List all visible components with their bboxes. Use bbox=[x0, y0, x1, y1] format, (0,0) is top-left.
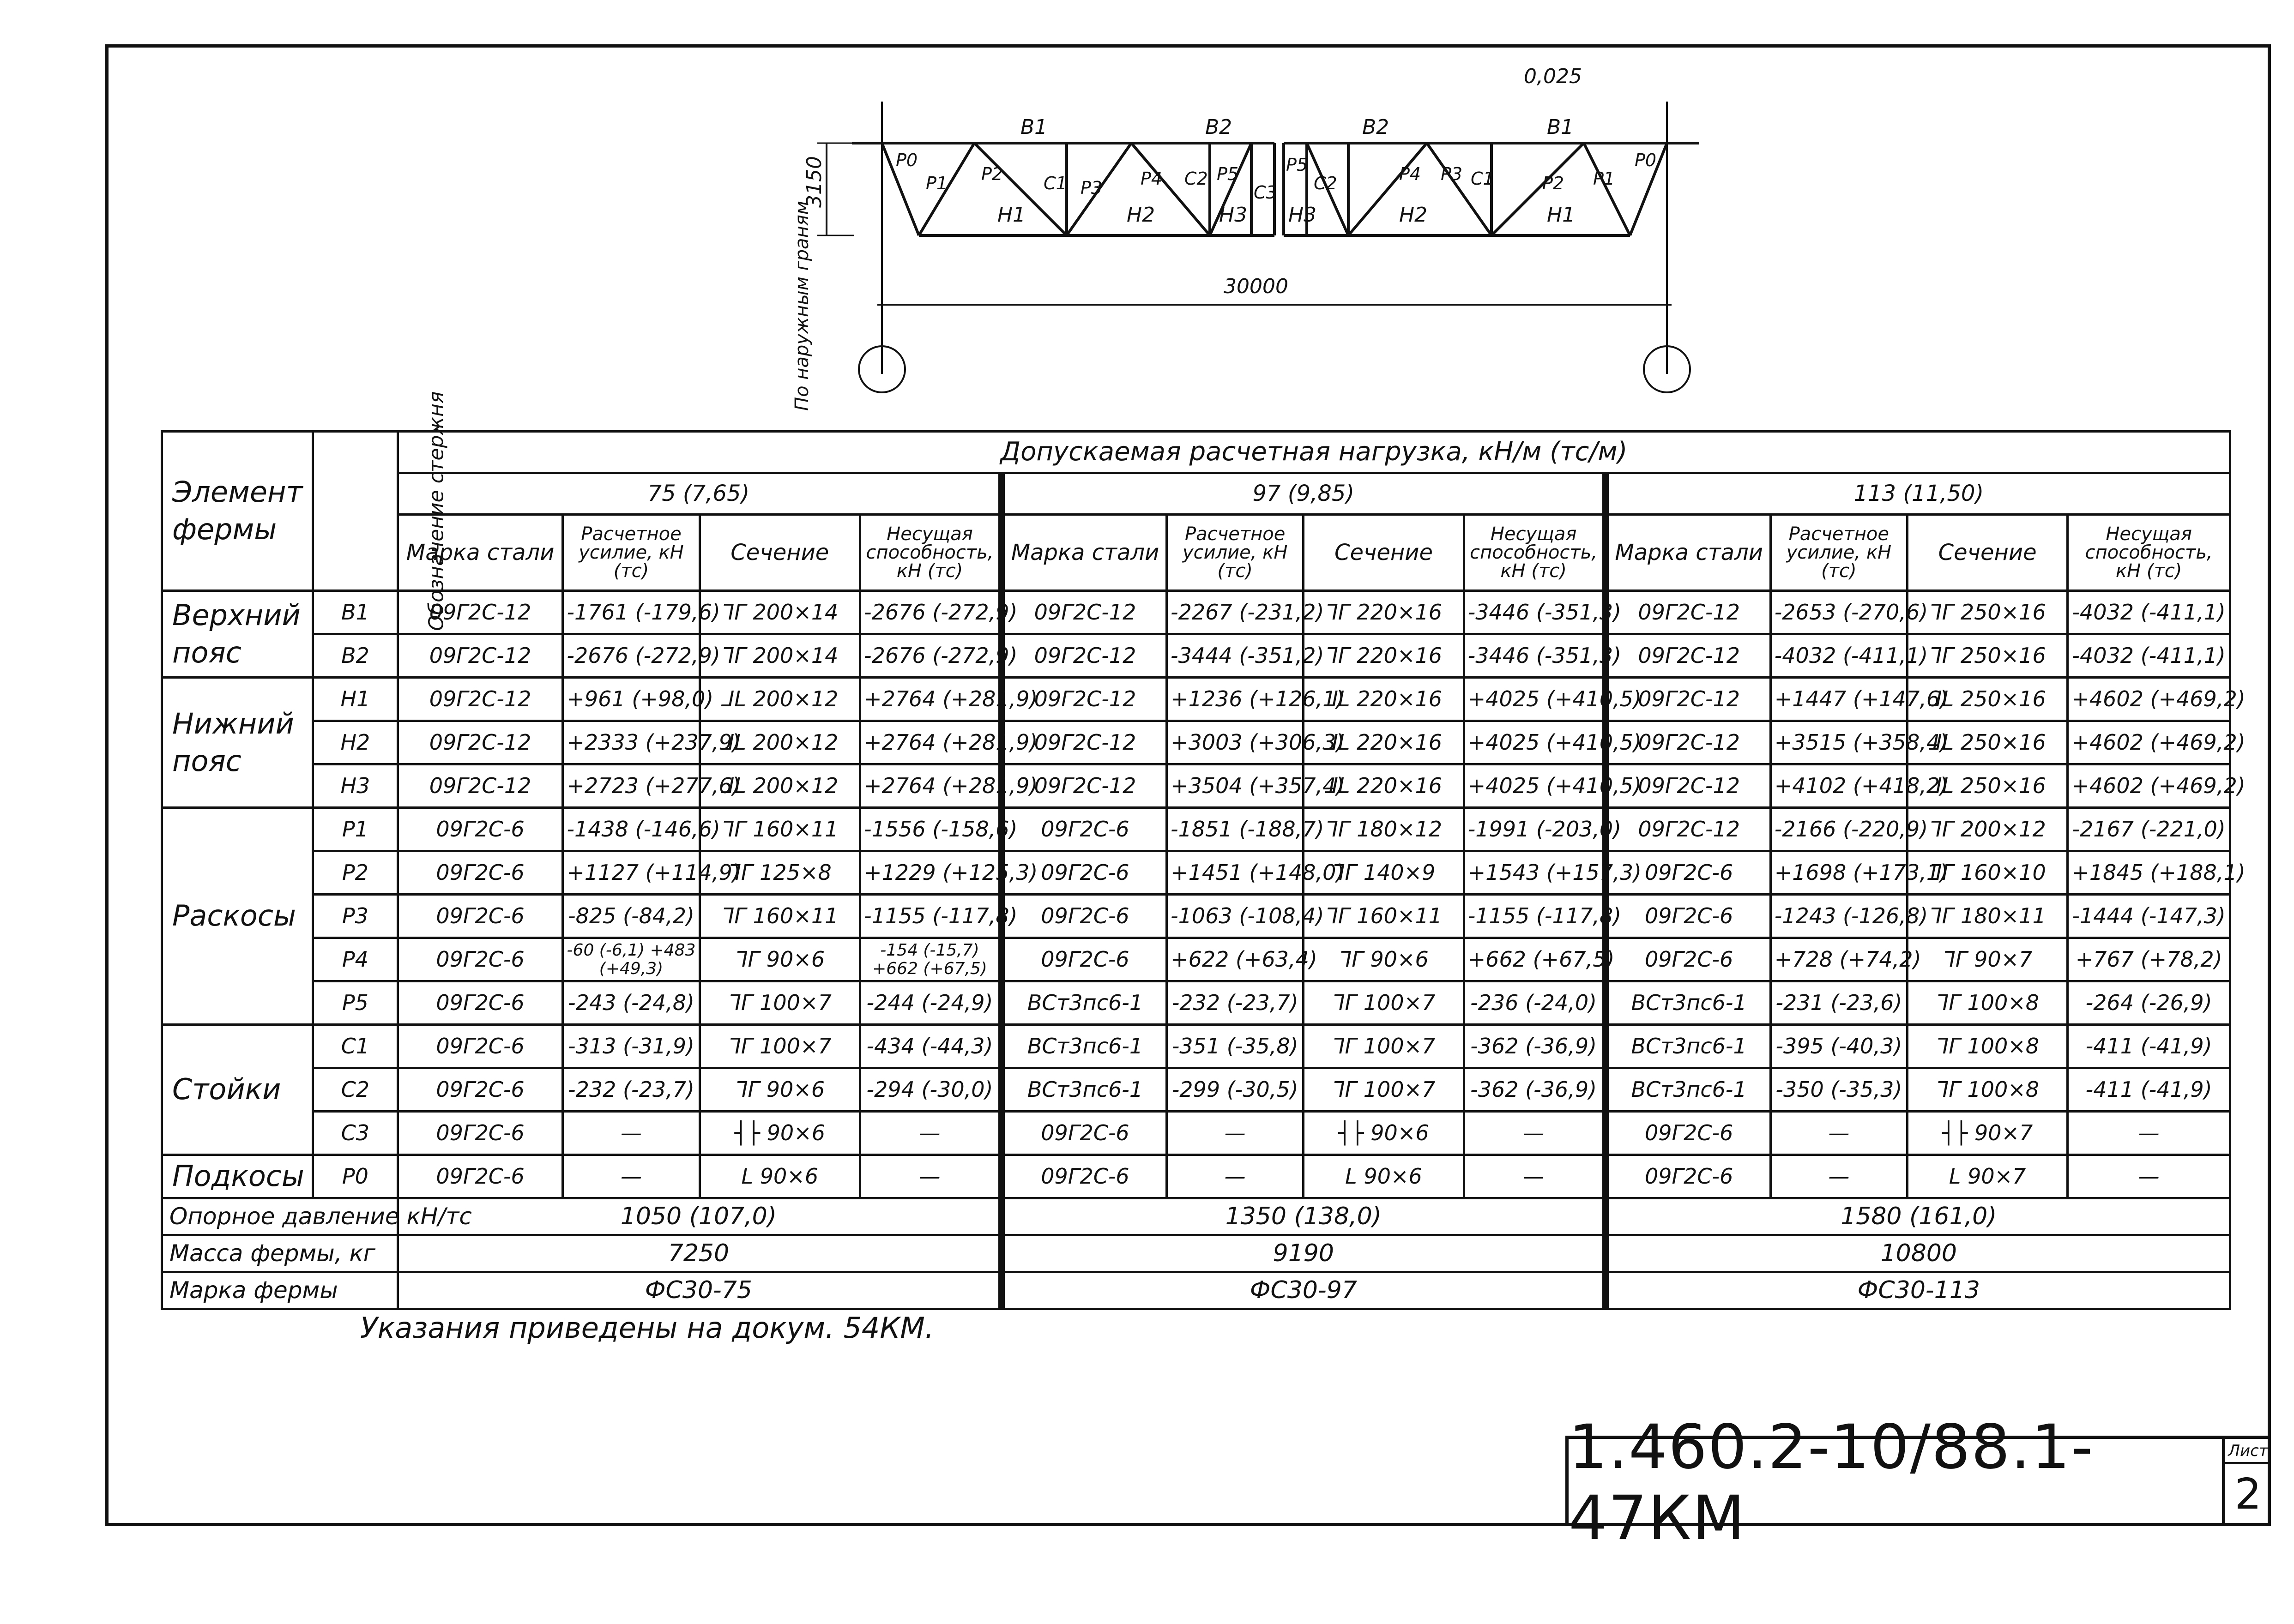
capacity-cell: +4602 (+469,2) bbox=[2068, 721, 2230, 764]
design-force-cell: +2333 (+237,9) bbox=[563, 721, 700, 764]
summary-value: 10800 bbox=[1606, 1235, 2230, 1272]
summary-label: Марка фермы bbox=[162, 1272, 398, 1309]
design-force-cell: -2267 (-231,2) bbox=[1167, 591, 1304, 634]
section-cell: ᒧᒪ 250×16 bbox=[1907, 764, 2067, 808]
steel-grade-cell: 09Г2С-6 bbox=[1606, 1112, 1771, 1155]
steel-grade-cell: 09Г2С-6 bbox=[398, 851, 563, 895]
member-id: Р0 bbox=[313, 1155, 398, 1198]
capacity-cell: -2676 (-272,9) bbox=[860, 634, 1001, 678]
header-load-title: Допускаемая расчетная нагрузка, кН/м (тс/м) bbox=[398, 432, 2230, 473]
subhdr-force: Расчетное усилие, кН (тс) bbox=[563, 515, 700, 591]
steel-grade-cell: 09Г2С-12 bbox=[398, 678, 563, 721]
table-row bbox=[162, 851, 2230, 895]
capacity-cell: +662 (+67,5) bbox=[1464, 938, 1605, 981]
sheet-box bbox=[2222, 1439, 2271, 1526]
steel-grade-cell: 09Г2С-12 bbox=[1606, 591, 1771, 634]
summary-label: Опорное давление кН/тс bbox=[162, 1198, 398, 1235]
chord-label-3: В2 bbox=[1362, 115, 1389, 139]
steel-grade-cell: 09Г2С-12 bbox=[398, 634, 563, 678]
design-force-cell: -2676 (-272,9) bbox=[563, 634, 700, 678]
section-cell: ᒧᒪ 220×16 bbox=[1304, 721, 1464, 764]
section-cell: ᒣᒥ 125×8 bbox=[700, 851, 860, 895]
diag-label-6: Р4 bbox=[1141, 168, 1163, 189]
sheet-label: Лист bbox=[2225, 1442, 2271, 1464]
truss-scheme bbox=[762, 60, 1778, 429]
capacity-cell: -362 (-36,9) bbox=[1464, 1025, 1605, 1068]
section-cell: ᒣᒥ 220×16 bbox=[1304, 634, 1464, 678]
steel-grade-cell: 09Г2С-12 bbox=[1002, 764, 1167, 808]
section-cell: ᒣᒥ 100×7 bbox=[1304, 1068, 1464, 1112]
capacity-cell: -244 (-24,9) bbox=[860, 981, 1001, 1025]
section-cell: ᒣᒥ 100×8 bbox=[1907, 981, 2067, 1025]
header-element: Элемент фермы bbox=[162, 432, 313, 591]
steel-grade-cell: 09Г2С-12 bbox=[398, 721, 563, 764]
diag-label-7: С2 bbox=[1184, 168, 1208, 189]
section-cell: ᒣᒥ 160×11 bbox=[700, 808, 860, 851]
steel-grade-cell: 09Г2С-6 bbox=[398, 1068, 563, 1112]
section-cell: ᒧᒪ 200×12 bbox=[700, 721, 860, 764]
member-id: Н1 bbox=[313, 678, 398, 721]
steel-grade-cell: ВСт3пс6-1 bbox=[1002, 1025, 1167, 1068]
member-id: Н3 bbox=[313, 764, 398, 808]
subhdr-section: Сечение bbox=[700, 515, 860, 591]
table-row bbox=[162, 808, 2230, 851]
steel-grade-cell: 09Г2С-12 bbox=[1606, 808, 1771, 851]
design-force-cell: -1851 (-188,7) bbox=[1167, 808, 1304, 851]
capacity-cell: -1991 (-203,0) bbox=[1464, 808, 1605, 851]
design-force-cell: -231 (-23,6) bbox=[1770, 981, 1907, 1025]
section-cell: ᒣᒥ 100×7 bbox=[700, 981, 860, 1025]
section-cell: ᒧᒪ 220×16 bbox=[1304, 764, 1464, 808]
capacity-cell: — bbox=[2068, 1155, 2230, 1198]
design-force-cell: +4102 (+418,2) bbox=[1770, 764, 1907, 808]
summary-value: 1350 (138,0) bbox=[1002, 1198, 1606, 1235]
subhdr-force: Расчетное усилие, кН (тс) bbox=[1770, 515, 1907, 591]
capacity-cell: +1845 (+188,1) bbox=[2068, 851, 2230, 895]
design-force-cell: -4032 (-411,1) bbox=[1770, 634, 1907, 678]
chord-label-4: В1 bbox=[1547, 115, 1574, 139]
design-force-cell: -243 (-24,8) bbox=[563, 981, 700, 1025]
section-cell: ᒣᒥ 220×16 bbox=[1304, 591, 1464, 634]
design-force-cell: -395 (-40,3) bbox=[1770, 1025, 1907, 1068]
design-force-cell: +1698 (+173,1) bbox=[1770, 851, 1907, 895]
subhdr-force: Расчетное усилие, кН (тс) bbox=[1167, 515, 1304, 591]
span-dim-label: 30000 bbox=[1224, 275, 1288, 298]
diag-label-1: Р0 bbox=[896, 150, 918, 170]
diag-label-13: Р3 bbox=[1441, 164, 1463, 184]
design-force-cell: — bbox=[1770, 1112, 1907, 1155]
steel-grade-cell: 09Г2С-6 bbox=[1002, 938, 1167, 981]
section-cell: ᒣᒥ 90×6 bbox=[700, 1068, 860, 1112]
table-row bbox=[162, 591, 2230, 634]
design-force-cell: -60 (-6,1) +483 (+49,3) bbox=[563, 938, 700, 981]
design-force-cell: -350 (-35,3) bbox=[1770, 1068, 1907, 1112]
capacity-cell: -1444 (-147,3) bbox=[2068, 895, 2230, 938]
capacity-cell: — bbox=[860, 1155, 1001, 1198]
capacity-cell: -264 (-26,9) bbox=[2068, 981, 2230, 1025]
steel-grade-cell: 09Г2С-12 bbox=[398, 764, 563, 808]
section-cell: ᒣᒥ 250×16 bbox=[1907, 591, 2067, 634]
design-force-cell: +961 (+98,0) bbox=[563, 678, 700, 721]
header-group-2: 97 (9,85) bbox=[1002, 473, 1606, 515]
design-force-cell: — bbox=[563, 1155, 700, 1198]
steel-grade-cell: 09Г2С-6 bbox=[398, 895, 563, 938]
steel-grade-cell: ВСт3пс6-1 bbox=[1606, 981, 1771, 1025]
capacity-cell: -434 (-44,3) bbox=[860, 1025, 1001, 1068]
section-cell: ᒧᒪ 220×16 bbox=[1304, 678, 1464, 721]
table-row bbox=[162, 1112, 2230, 1155]
steel-grade-cell: 09Г2С-6 bbox=[398, 1155, 563, 1198]
diag-label-2: Р1 bbox=[926, 173, 948, 193]
design-force-cell: -1243 (-126,8) bbox=[1770, 895, 1907, 938]
summary-row bbox=[162, 1198, 2230, 1235]
steel-grade-cell: 09Г2С-12 bbox=[1606, 721, 1771, 764]
capacity-cell: -2676 (-272,9) bbox=[860, 591, 1001, 634]
design-force-cell: — bbox=[1167, 1155, 1304, 1198]
design-force-cell: -2653 (-270,6) bbox=[1770, 591, 1907, 634]
section-cell: ᒧᒪ 200×12 bbox=[700, 764, 860, 808]
member-id: В1 bbox=[313, 591, 398, 634]
header-group-1: 75 (7,65) bbox=[398, 473, 1002, 515]
steel-grade-cell: 09Г2С-6 bbox=[1002, 808, 1167, 851]
summary-value: ФС30-97 bbox=[1002, 1272, 1606, 1309]
section-cell: ᒣᒥ 100×7 bbox=[1304, 981, 1464, 1025]
table-row bbox=[162, 895, 2230, 938]
section-cell: ┤├ 90×6 bbox=[700, 1112, 860, 1155]
steel-grade-cell: 09Г2С-6 bbox=[1606, 851, 1771, 895]
height-dim-label: 3150 bbox=[803, 156, 826, 208]
design-force-cell: -313 (-31,9) bbox=[563, 1025, 700, 1068]
subhdr-capacity: Несущая способность, кН (тс) bbox=[1464, 515, 1605, 591]
truss-spec-table bbox=[161, 391, 2246, 1310]
member-id: Р1 bbox=[313, 808, 398, 851]
section-cell: L 90×6 bbox=[1304, 1155, 1464, 1198]
section-cell: ᒣᒥ 200×14 bbox=[700, 591, 860, 634]
design-force-cell: +1236 (+126,1) bbox=[1167, 678, 1304, 721]
table-row bbox=[162, 764, 2230, 808]
capacity-cell: +4602 (+469,2) bbox=[2068, 764, 2230, 808]
summary-value: 7250 bbox=[398, 1235, 1002, 1272]
design-force-cell: +1127 (+114,9) bbox=[563, 851, 700, 895]
table-row bbox=[162, 721, 2230, 764]
element-group-name: Раскосы bbox=[162, 808, 313, 1025]
steel-grade-cell: 09Г2С-12 bbox=[1002, 721, 1167, 764]
capacity-cell: — bbox=[1464, 1155, 1605, 1198]
document-code: 1.460.2-10/88.1-47КМ bbox=[1569, 1411, 2094, 1554]
design-force-cell: -825 (-84,2) bbox=[563, 895, 700, 938]
steel-grade-cell: ВСт3пс6-1 bbox=[1002, 981, 1167, 1025]
header-group-3: 113 (11,50) bbox=[1606, 473, 2230, 515]
capacity-cell: +2764 (+281,9) bbox=[860, 678, 1001, 721]
note-text: Указания приведены на докум. 54КМ. bbox=[360, 1311, 934, 1345]
steel-grade-cell: 09Г2С-6 bbox=[398, 1025, 563, 1068]
section-cell: ᒣᒥ 160×10 bbox=[1907, 851, 2067, 895]
top-dim-label: 0,025 bbox=[1524, 65, 1582, 88]
capacity-cell: -4032 (-411,1) bbox=[2068, 591, 2230, 634]
section-cell: ᒣᒥ 100×8 bbox=[1907, 1068, 2067, 1112]
design-force-cell: +728 (+74,2) bbox=[1770, 938, 1907, 981]
chord-label-1: В1 bbox=[1020, 115, 1048, 139]
capacity-cell: +2764 (+281,9) bbox=[860, 764, 1001, 808]
section-cell: ᒣᒥ 90×6 bbox=[700, 938, 860, 981]
capacity-cell: +4025 (+410,5) bbox=[1464, 678, 1605, 721]
table-row bbox=[162, 1155, 2230, 1198]
member-id: С1 bbox=[313, 1025, 398, 1068]
diag-label-16: Р1 bbox=[1593, 168, 1615, 189]
member-id: С2 bbox=[313, 1068, 398, 1112]
capacity-cell: -4032 (-411,1) bbox=[2068, 634, 2230, 678]
capacity-cell: -236 (-24,0) bbox=[1464, 981, 1605, 1025]
section-cell: ᒧᒪ 250×16 bbox=[1907, 678, 2067, 721]
table-row bbox=[162, 938, 2230, 981]
section-cell: ᒧᒪ 250×16 bbox=[1907, 721, 2067, 764]
section-cell: ᒣᒥ 160×11 bbox=[1304, 895, 1464, 938]
capacity-cell: -3446 (-351,3) bbox=[1464, 591, 1605, 634]
subhdr-steel: Марка стали bbox=[1606, 515, 1771, 591]
diag-label-4: С1 bbox=[1044, 173, 1067, 193]
element-group-name: Верхний пояс bbox=[162, 591, 313, 678]
diag-label-10: Р5 bbox=[1286, 155, 1308, 175]
capacity-cell: — bbox=[860, 1112, 1001, 1155]
design-force-cell: +1447 (+147,6) bbox=[1770, 678, 1907, 721]
capacity-cell: +4602 (+469,2) bbox=[2068, 678, 2230, 721]
diag-label-3: Р2 bbox=[981, 164, 1003, 184]
section-cell: L 90×7 bbox=[1907, 1155, 2067, 1198]
steel-grade-cell: 09Г2С-12 bbox=[1606, 764, 1771, 808]
bottom-label-6: Н1 bbox=[1547, 203, 1576, 227]
steel-grade-cell: 09Г2С-12 bbox=[1606, 678, 1771, 721]
member-id: С3 bbox=[313, 1112, 398, 1155]
design-force-cell: -1761 (-179,6) bbox=[563, 591, 700, 634]
member-id: В2 bbox=[313, 634, 398, 678]
design-force-cell: +1451 (+148,0) bbox=[1167, 851, 1304, 895]
side-note: По наружным граням bbox=[791, 201, 813, 411]
section-cell: L 90×6 bbox=[700, 1155, 860, 1198]
steel-grade-cell: 09Г2С-12 bbox=[1606, 634, 1771, 678]
subhdr-capacity: Несущая способность, кН (тс) bbox=[2068, 515, 2230, 591]
element-group-name: Подкосы bbox=[162, 1155, 313, 1198]
design-force-cell: +2723 (+277,6) bbox=[563, 764, 700, 808]
chord-label-2: В2 bbox=[1205, 115, 1232, 139]
summary-row bbox=[162, 1235, 2230, 1272]
diag-label-14: С1 bbox=[1471, 168, 1494, 189]
subhdr-capacity: Несущая способность, кН (тс) bbox=[860, 515, 1001, 591]
capacity-cell: +4025 (+410,5) bbox=[1464, 721, 1605, 764]
capacity-cell: -411 (-41,9) bbox=[2068, 1068, 2230, 1112]
summary-value: 1580 (161,0) bbox=[1606, 1198, 2230, 1235]
capacity-cell: -362 (-36,9) bbox=[1464, 1068, 1605, 1112]
steel-grade-cell: 09Г2С-6 bbox=[1002, 851, 1167, 895]
steel-grade-cell: 09Г2С-6 bbox=[1002, 1112, 1167, 1155]
steel-grade-cell: 09Г2С-6 bbox=[398, 1112, 563, 1155]
steel-grade-cell: 09Г2С-6 bbox=[1002, 1155, 1167, 1198]
design-force-cell: — bbox=[563, 1112, 700, 1155]
subhdr-section: Сечение bbox=[1907, 515, 2067, 591]
member-id: Н2 bbox=[313, 721, 398, 764]
capacity-cell: +1543 (+157,3) bbox=[1464, 851, 1605, 895]
section-cell: ᒣᒥ 90×7 bbox=[1907, 938, 2067, 981]
design-force-cell: -1063 (-108,4) bbox=[1167, 895, 1304, 938]
member-id: Р3 bbox=[313, 895, 398, 938]
design-force-cell: +622 (+63,4) bbox=[1167, 938, 1304, 981]
table-row bbox=[162, 1025, 2230, 1068]
subhdr-steel: Марка стали bbox=[1002, 515, 1167, 591]
section-cell: ᒣᒥ 180×12 bbox=[1304, 808, 1464, 851]
capacity-cell: -1155 (-117,8) bbox=[1464, 895, 1605, 938]
design-force-cell: -232 (-23,7) bbox=[563, 1068, 700, 1112]
section-cell: ᒣᒥ 100×8 bbox=[1907, 1025, 2067, 1068]
design-force-cell: -1438 (-146,6) bbox=[563, 808, 700, 851]
steel-grade-cell: 09Г2С-6 bbox=[1606, 895, 1771, 938]
section-cell: ᒣᒥ 90×6 bbox=[1304, 938, 1464, 981]
steel-grade-cell: 09Г2С-12 bbox=[1002, 634, 1167, 678]
steel-grade-cell: ВСт3пс6-1 bbox=[1606, 1025, 1771, 1068]
diag-label-17: Р0 bbox=[1635, 150, 1657, 170]
steel-grade-cell: 09Г2С-6 bbox=[398, 981, 563, 1025]
design-force-cell: +3003 (+306,3) bbox=[1167, 721, 1304, 764]
section-cell: ᒣᒥ 250×16 bbox=[1907, 634, 2067, 678]
element-group-name: Нижний пояс bbox=[162, 678, 313, 808]
section-cell: ᒧᒪ 200×12 bbox=[700, 678, 860, 721]
header-designation: Обозначение стержня bbox=[313, 432, 398, 591]
steel-grade-cell: 09Г2С-12 bbox=[1002, 591, 1167, 634]
steel-grade-cell: 09Г2С-6 bbox=[1002, 895, 1167, 938]
design-force-cell: — bbox=[1770, 1155, 1907, 1198]
capacity-cell: +2764 (+281,9) bbox=[860, 721, 1001, 764]
capacity-cell: -3446 (-351,3) bbox=[1464, 634, 1605, 678]
design-force-cell: +3504 (+357,4) bbox=[1167, 764, 1304, 808]
title-stamp bbox=[1565, 1411, 2271, 1554]
design-force-cell: -3444 (-351,2) bbox=[1167, 634, 1304, 678]
section-cell: ᒣᒥ 140×9 bbox=[1304, 851, 1464, 895]
section-cell: ┤├ 90×7 bbox=[1907, 1112, 2067, 1155]
capacity-cell: -1556 (-158,6) bbox=[860, 808, 1001, 851]
section-cell: ᒣᒥ 100×7 bbox=[1304, 1025, 1464, 1068]
steel-grade-cell: 09Г2С-6 bbox=[398, 938, 563, 981]
element-group-name: Стойки bbox=[162, 1025, 313, 1155]
diag-label-15: Р2 bbox=[1542, 173, 1564, 193]
table-row bbox=[162, 981, 2230, 1025]
subhdr-section: Сечение bbox=[1304, 515, 1464, 591]
section-cell: ᒣᒥ 160×11 bbox=[700, 895, 860, 938]
design-force-cell: -2166 (-220,9) bbox=[1770, 808, 1907, 851]
design-force-cell: -351 (-35,8) bbox=[1167, 1025, 1304, 1068]
steel-grade-cell: 09Г2С-12 bbox=[398, 591, 563, 634]
capacity-cell: +4025 (+410,5) bbox=[1464, 764, 1605, 808]
steel-grade-cell: 09Г2С-6 bbox=[1606, 1155, 1771, 1198]
bottom-label-4: Н3 bbox=[1288, 203, 1317, 227]
table-row bbox=[162, 1068, 2230, 1112]
capacity-cell: -411 (-41,9) bbox=[2068, 1025, 2230, 1068]
steel-grade-cell: ВСт3пс6-1 bbox=[1002, 1068, 1167, 1112]
bottom-label-2: Н2 bbox=[1127, 203, 1155, 227]
section-cell: ᒣᒥ 180×11 bbox=[1907, 895, 2067, 938]
diag-label-5: Р3 bbox=[1081, 178, 1103, 198]
design-force-cell: +3515 (+358,4) bbox=[1770, 721, 1907, 764]
design-force-cell: -299 (-30,5) bbox=[1167, 1068, 1304, 1112]
table-row bbox=[162, 678, 2230, 721]
summary-value: ФС30-113 bbox=[1606, 1272, 2230, 1309]
summary-value: 1050 (107,0) bbox=[398, 1198, 1002, 1235]
diag-label-9: С3 bbox=[1254, 182, 1277, 203]
steel-grade-cell: ВСт3пс6-1 bbox=[1606, 1068, 1771, 1112]
capacity-cell: -154 (-15,7) +662 (+67,5) bbox=[860, 938, 1001, 981]
section-cell: ┤├ 90×6 bbox=[1304, 1112, 1464, 1155]
steel-grade-cell: 09Г2С-6 bbox=[1606, 938, 1771, 981]
bottom-label-1: Н1 bbox=[997, 203, 1026, 227]
diag-label-12: Р4 bbox=[1399, 164, 1421, 184]
member-id: Р2 bbox=[313, 851, 398, 895]
summary-label: Масса фермы, кг bbox=[162, 1235, 398, 1272]
diag-label-11: С2 bbox=[1314, 173, 1337, 193]
bottom-label-3: Н3 bbox=[1219, 203, 1248, 227]
section-cell: ᒣᒥ 200×14 bbox=[700, 634, 860, 678]
sheet-number: 2 bbox=[2234, 1469, 2262, 1519]
summary-value: ФС30-75 bbox=[398, 1272, 1002, 1309]
member-id: Р5 bbox=[313, 981, 398, 1025]
capacity-cell: -2167 (-221,0) bbox=[2068, 808, 2230, 851]
bottom-label-5: Н2 bbox=[1399, 203, 1428, 227]
member-id: Р4 bbox=[313, 938, 398, 981]
capacity-cell: -294 (-30,0) bbox=[860, 1068, 1001, 1112]
capacity-cell: +767 (+78,2) bbox=[2068, 938, 2230, 981]
capacity-cell: +1229 (+125,3) bbox=[860, 851, 1001, 895]
diag-label-8: Р5 bbox=[1217, 164, 1239, 184]
steel-grade-cell: 09Г2С-6 bbox=[398, 808, 563, 851]
capacity-cell: — bbox=[1464, 1112, 1605, 1155]
section-cell: ᒣᒥ 100×7 bbox=[700, 1025, 860, 1068]
summary-value: 9190 bbox=[1002, 1235, 1606, 1272]
capacity-cell: — bbox=[2068, 1112, 2230, 1155]
design-force-cell: -232 (-23,7) bbox=[1167, 981, 1304, 1025]
section-cell: ᒣᒥ 200×12 bbox=[1907, 808, 2067, 851]
table-row bbox=[162, 634, 2230, 678]
design-force-cell: — bbox=[1167, 1112, 1304, 1155]
steel-grade-cell: 09Г2С-12 bbox=[1002, 678, 1167, 721]
capacity-cell: -1155 (-117,8) bbox=[860, 895, 1001, 938]
summary-row bbox=[162, 1272, 2230, 1309]
subhdr-steel: Марка стали bbox=[398, 515, 563, 591]
